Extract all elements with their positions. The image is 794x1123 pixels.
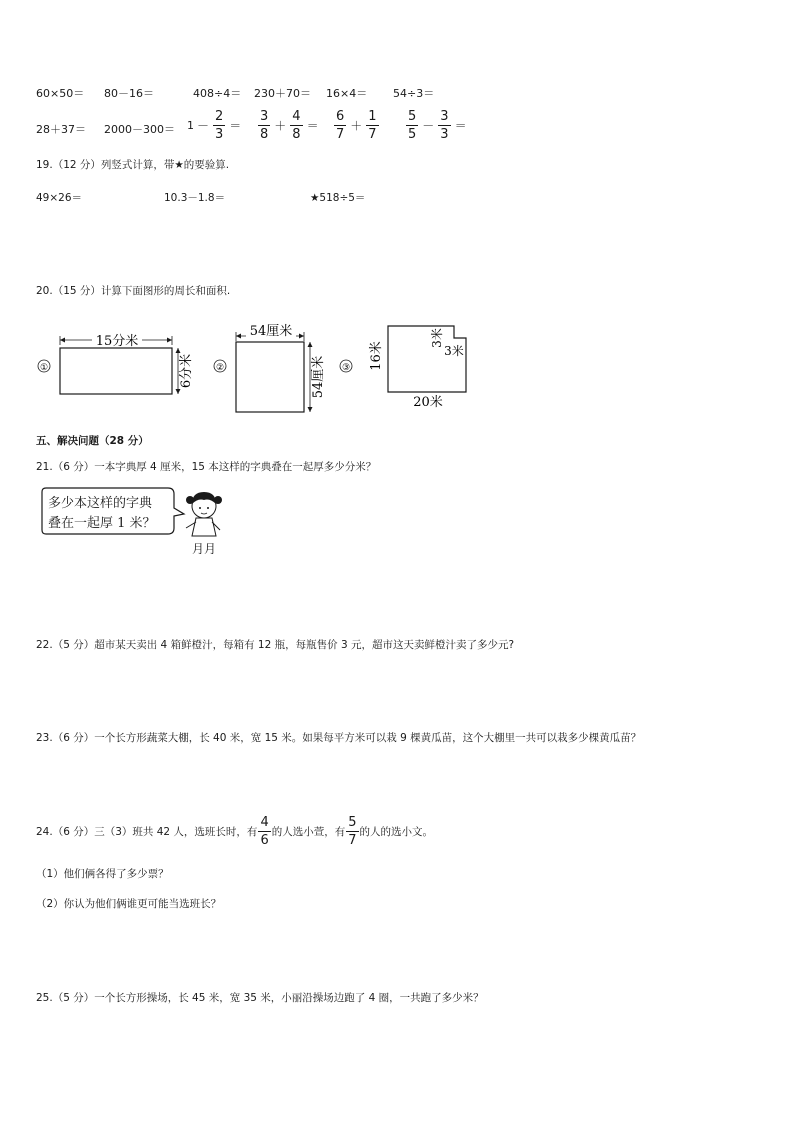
oral-expr-4: 230＋70＝: [254, 87, 311, 100]
oral-expr-6: 54÷3＝: [393, 87, 435, 100]
bubble-line-1: 多少本这样的字典: [48, 496, 153, 511]
figure-2-mark: ②: [215, 363, 225, 373]
oral-expr-fraction-1: 1 － $\frac{2}{3}$ ＝: [187, 109, 242, 142]
q19-item-1: 49×26＝: [36, 192, 83, 204]
oral-expr-fraction-4: $\frac{5}{5}$ － $\frac{3}{3}$ ＝: [408, 109, 467, 142]
oral-expr-fraction-3: $\frac{6}{7}$ ＋ $\frac{1}{7}$: [336, 109, 377, 142]
oral-expr-2: 80－16＝: [104, 87, 154, 100]
oral-expr-fraction-2: $\frac{3}{8}$ ＋ $\frac{4}{8}$ ＝: [260, 109, 319, 142]
fraction: $\frac{3}{8}$: [260, 109, 269, 142]
girl-icon: [186, 492, 222, 536]
figure-2-square: [214, 323, 326, 412]
figure-3-left-label: 16米: [369, 341, 384, 371]
figure-2-side-label: 54厘米: [311, 355, 326, 399]
oral-expr-3: 408÷4＝: [193, 87, 242, 100]
q21-title: 21.（6 分）一本字典厚 4 厘米，15 本这样的字典叠在一起厚多少分米？: [36, 461, 377, 473]
q19-title: 19.（12 分）列竖式计算，带★的要验算.: [36, 159, 230, 171]
fraction: $\frac{2}{3}$: [215, 109, 224, 142]
q24-sub-2: （2）你认为他们俩谁更可能当选班长？: [36, 898, 222, 910]
q19-item-3: ★518÷5＝: [310, 192, 366, 204]
figure-1-side-label: 6分米: [179, 353, 194, 389]
figure-1-rectangle: [38, 333, 194, 394]
figure-3-bottom-label: 20米: [413, 395, 443, 410]
fraction: $\frac{4}{6}$: [260, 815, 269, 848]
fraction: $\frac{1}{7}$: [368, 109, 377, 142]
section-five-heading: 五、解决问题（28 分）: [36, 435, 149, 447]
bubble-line-2: 叠在一起厚 1 米？: [48, 516, 156, 531]
figure-3-notch-horizontal-label: 3米: [444, 344, 464, 358]
q20-figures: [30, 312, 490, 422]
q19-item-2: 10.3－1.8＝: [164, 192, 226, 204]
fraction: $\frac{4}{8}$: [292, 109, 301, 142]
oral-expr-1: 60×50＝: [36, 87, 85, 100]
q25-text: 25.（5 分）一个长方形操场，长 45 米，宽 35 米，小丽沿操场边跑了 4 圈，一共跑了多少米？: [36, 992, 484, 1004]
oral-expr-8: 2000－300＝: [104, 123, 175, 136]
figure-3-notch-vertical-label: 3米: [430, 328, 444, 348]
q24-sub-1: （1）他们俩各得了多少票？: [36, 868, 169, 880]
fraction: $\frac{3}{3}$: [440, 109, 449, 142]
q24-text: 24.（6 分）三（3）班共 42 人，选班长时，有 $\frac{4}{6}$ 的人选小萱，有 $\frac{5}{7}$ 的人的选小文。: [36, 815, 433, 848]
fraction: $\frac{5}{5}$: [408, 109, 417, 142]
figure-1-top-label: 15分米: [95, 334, 139, 349]
oral-expr-5: 16×4＝: [326, 87, 368, 100]
figure-2-top-label: 54厘米: [249, 324, 293, 339]
q20-title: 20.（15 分）计算下面图形的周长和面积.: [36, 285, 231, 297]
figure-3-mark: ③: [341, 363, 351, 373]
q23-text: 23.（6 分）一个长方形蔬菜大棚，长 40 米，宽 15 米。如果每平方米可以栽 9 棵黄瓜苗，这个大棚里一共可以栽多少棵黄瓜苗？: [36, 732, 642, 744]
figure-1-mark: ①: [39, 363, 49, 373]
fraction: $\frac{6}{7}$: [336, 109, 345, 142]
oral-expr-7: 28＋37＝: [36, 123, 86, 136]
figure-3-notched-rectangle: [340, 326, 466, 410]
q22-text: 22.（5 分）超市某天卖出 4 箱鲜橙汁，每箱有 12 瓶，每瓶售价 3 元，超市这天卖鲜橙汁卖了多少元?: [36, 639, 515, 651]
fraction: $\frac{5}{7}$: [348, 815, 357, 848]
q21-illustration: [40, 484, 240, 564]
character-name: 月月: [192, 542, 217, 556]
